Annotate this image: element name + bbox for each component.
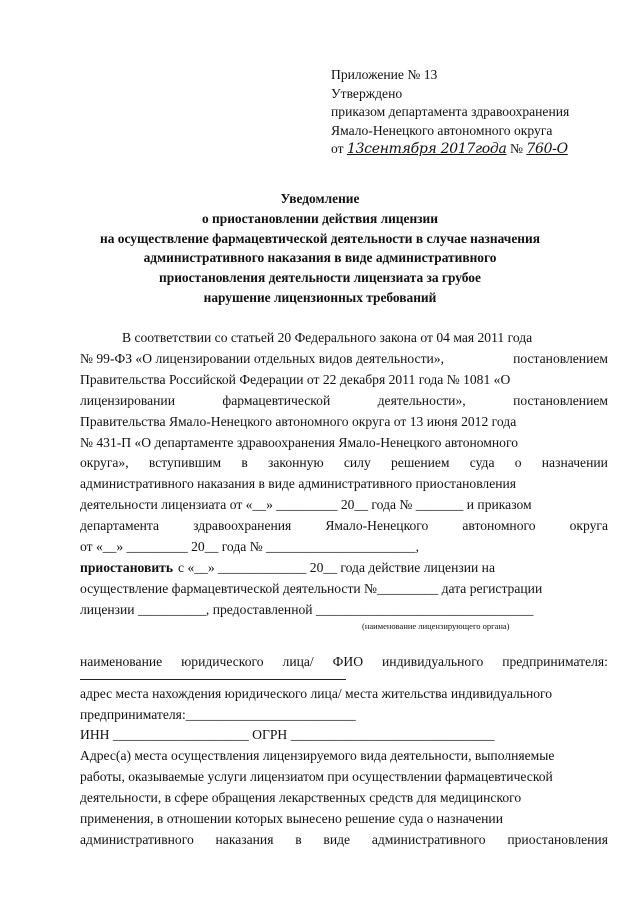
body-text: предпринимателя:: [502, 653, 608, 669]
body-text: от «__» _________ 20__ года № ______________________,: [80, 539, 419, 555]
body-text: деятельности, в сфере обращения лекарственных средств для медицинского: [80, 790, 522, 806]
approval-header: [331, 66, 569, 159]
approval-authority: приказом департамента здравоохранения: [331, 104, 570, 120]
body-text: Адрес(а) места осуществления лицензируемого вида деятельности, выполняемые: [80, 748, 555, 764]
body-text: лицензии __________, предоставленной ________________________________: [80, 601, 534, 617]
body-text: здравоохранения: [193, 518, 292, 534]
body-text: о: [514, 455, 522, 471]
body-text: наказания: [215, 831, 274, 847]
body-text: виде: [323, 831, 351, 847]
body-line: [80, 412, 608, 433]
body-line: [80, 433, 608, 454]
body-text: деятельности»,: [377, 392, 466, 408]
body-line: [80, 746, 608, 767]
body-text: В соответствии со статьей 20 Федерального закона от 04 мая 2011 года: [122, 330, 533, 345]
body-text: Правительства Российской Федерации от 22 декабря 2011 года № 1081 «О: [80, 371, 511, 387]
order-prefix: от: [331, 141, 344, 157]
body-text: округа: [569, 518, 608, 534]
body-line: [80, 684, 608, 705]
body-line: [80, 705, 608, 726]
body-text: фармацевтической: [222, 392, 331, 408]
title-line: на осуществление фармацевтической деятельности в случае назначения: [100, 230, 540, 246]
title-line: о приостановлении действия лицензии: [202, 210, 438, 226]
body-text: решением: [390, 455, 450, 471]
body-line: [80, 830, 608, 851]
body-text: округа»,: [80, 455, 129, 471]
body-line: [80, 453, 608, 474]
body-text: вступившим: [148, 455, 222, 471]
body-text: лица/: [282, 653, 314, 669]
order-number-label: №: [509, 141, 523, 157]
body-text: работы, оказываемые услуги лицензиатом при осуществлении фармацевтической: [80, 769, 553, 785]
body-text: применения, в отношении которых вынесено решение суда о назначении: [80, 811, 503, 827]
body-text: юридического: [181, 653, 264, 669]
body-line: [80, 600, 608, 621]
body-text: постановлением: [513, 392, 608, 408]
body-text: назначении: [541, 455, 608, 471]
title-line: приостановления деятельности лицензиата за грубое: [159, 270, 481, 286]
body-text: ИНН ____________________ ОГРН ______________________________: [80, 727, 495, 743]
body-line: [80, 788, 608, 809]
body-text: департамента: [80, 518, 160, 534]
body-line: [80, 391, 608, 412]
document-title: [40, 189, 600, 308]
body-text: деятельности лицензиата от «__» _________ 20__ года № _______ и приказом: [80, 497, 532, 513]
suspend-keyword: приостановить: [80, 559, 174, 575]
body-text: № 99-ФЗ «О лицензировании отдельных видов деятельности»,: [80, 350, 444, 366]
body-line: [80, 516, 608, 537]
approval-region: Ямало-Ненецкого автономного округа: [331, 122, 553, 138]
order-reference: [331, 140, 569, 159]
body-text: лицензировании: [80, 392, 175, 408]
body-line: [80, 652, 608, 673]
body-line: [80, 370, 608, 391]
body-text: № 431-П «О департаменте здравоохранения Ямало-Ненецкого автономного: [80, 434, 519, 450]
body-text: в: [241, 455, 248, 471]
title-line: нарушение лицензионных требований: [203, 289, 437, 305]
title-line: Уведомление: [280, 191, 360, 206]
body-text: предпринимателя:_________________________: [80, 706, 356, 722]
body-line: [80, 767, 608, 788]
blank-line: [80, 673, 346, 680]
body-line: [80, 809, 608, 830]
appendix-number: Приложение № 13: [331, 67, 438, 82]
body-text: в: [295, 831, 302, 847]
body-text: силу: [343, 455, 371, 471]
body-line: [80, 349, 608, 370]
body-text: с «__» _____________ 20__ года действие лицензии на: [178, 559, 495, 575]
body-text: законную: [268, 455, 324, 471]
body-line: [80, 495, 608, 516]
body-text: административного наказания в виде административного приостановления: [80, 476, 517, 492]
body-text: Ямало-Ненецкого: [325, 518, 429, 534]
document-body: [80, 328, 608, 851]
body-line: [80, 579, 608, 600]
body-text: Правительства Ямало-Ненецкого автономного округа от 13 июня 2012 года: [80, 413, 517, 429]
title-line: административного наказания в виде административного: [143, 250, 497, 266]
body-text: приостановления: [507, 831, 608, 847]
body-text: ФИО: [332, 653, 364, 669]
approved-label: Утверждено: [331, 85, 403, 101]
body-text: суда: [469, 455, 495, 471]
body-text: адрес места нахождения юридического лица/ места жительства индивидуального: [80, 685, 553, 701]
handwritten-order-date: 13сентября 2017года: [346, 141, 507, 158]
body-text: наименование: [80, 653, 163, 669]
body-line: [80, 558, 608, 579]
body-text: автономного: [462, 518, 536, 534]
body-text: индивидуального: [382, 653, 484, 669]
body-line: [80, 328, 608, 349]
body-line: [80, 474, 608, 495]
body-text: административного: [80, 831, 194, 847]
body-text: осуществление фармацевтической деятельности №_________ дата регистрации: [80, 580, 543, 596]
field-hint: (наименование лицензирующего органа): [362, 620, 510, 631]
handwritten-order-number: 760-О: [526, 141, 568, 158]
body-line: [80, 537, 608, 558]
body-text: постановлением: [513, 350, 608, 366]
body-text: административного: [371, 831, 486, 847]
body-line: [80, 725, 608, 746]
